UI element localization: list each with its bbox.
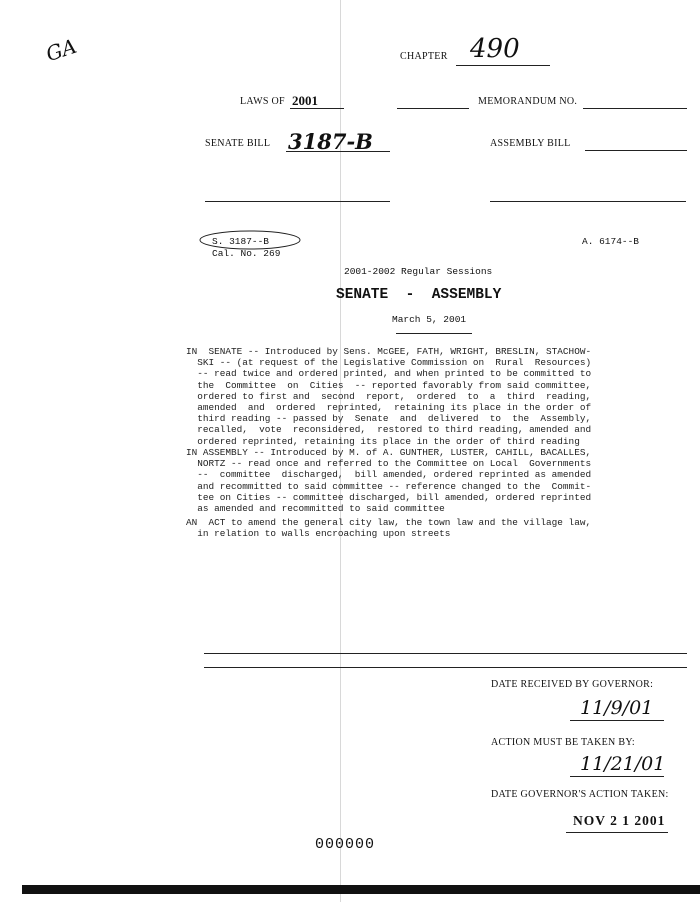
assembly-line: as amended and recommitted to said committee	[186, 503, 445, 515]
blank-line-right	[490, 201, 686, 202]
blank-line-left	[205, 201, 390, 202]
chapter-label: CHAPTER	[400, 51, 448, 62]
action-must-label: ACTION MUST BE TAKEN BY:	[491, 737, 636, 748]
laws-of-label: LAWS OF	[240, 96, 285, 107]
separator-line-1	[204, 653, 687, 654]
laws-of-value: 2001	[292, 93, 318, 108]
separator-line-2	[204, 667, 687, 668]
senate-bill-value: 3187-B	[288, 129, 373, 154]
assembly-line: IN ASSEMBLY -- Introduced by M. of A. GUNTHER, LUSTER, CAHILL, BACALLES,	[186, 447, 592, 458]
action-taken-stamp: NOV 2 1 2001	[573, 813, 666, 828]
action-taken-underline	[566, 832, 668, 833]
senate-line: -- read twice and ordered printed, and when printed to be committed to	[186, 368, 592, 380]
assembly-line: and recommitted to said committee -- reference changed to the Commit-	[186, 480, 592, 492]
senate-line: SKI -- (at request of the Legislative Commission on Rural Resources)	[186, 357, 592, 369]
corner-handwritten-mark: GA	[43, 33, 80, 67]
date-received-label: DATE RECEIVED BY GOVERNOR:	[491, 679, 654, 690]
senate-line: recalled, vote reconsidered, restored to third reading, amended and	[186, 424, 592, 436]
memorandum-underline	[583, 108, 687, 109]
action-taken-label: DATE GOVERNOR'S ACTION TAKEN:	[491, 789, 669, 800]
action-must-underline	[570, 776, 664, 777]
assembly-line: tee on Cities -- committee discharged, bill amended, ordered reprinted	[186, 491, 592, 503]
date-received-underline	[570, 720, 664, 721]
senate-bill-label: SENATE BILL	[205, 138, 271, 149]
senate-bill-underline	[286, 151, 390, 152]
assembly-line: NORTZ -- read once and referred to the Committee on Local Governments	[186, 458, 592, 470]
act-line: in relation to walls encroaching upon streets	[186, 528, 451, 540]
senate-line: third reading -- passed by Senate and delivered to the Assembly,	[186, 413, 592, 425]
senate-line: ordered to first and second report, ordered to a third reading,	[186, 390, 592, 402]
senate-line: IN SENATE -- Introduced by Sens. McGEE, FATH, WRIGHT, BRESLIN, STACHOW-	[186, 346, 592, 357]
senate-assembly-heading: SENATE - ASSEMBLY	[336, 287, 502, 303]
page-number: 000000	[315, 836, 376, 853]
senate-paragraph	[186, 346, 591, 447]
act-paragraph	[186, 517, 591, 539]
session-text: 2001-2002 Regular Sessions	[344, 266, 493, 277]
senate-line: the Committee on Cities -- reported favorably from said committee,	[186, 379, 592, 391]
date-underline	[396, 333, 472, 334]
cal-no: Cal. No. 269	[212, 248, 281, 259]
act-line: AN ACT to amend the general city law, the town law and the village law,	[186, 517, 592, 528]
scan-edge-bar	[22, 885, 700, 894]
assembly-paragraph	[186, 447, 591, 514]
assembly-bill-underline	[585, 150, 687, 151]
assembly-bill-ref: A. 6174--B	[582, 236, 640, 247]
assembly-line: -- committee discharged, bill amended, ordered reprinted as amended	[186, 469, 592, 481]
memo-blank-line	[397, 108, 469, 109]
senate-line: ordered reprinted, retaining its place in the order of third reading	[186, 435, 580, 447]
date-text: March 5, 2001	[392, 314, 467, 325]
memorandum-label: MEMORANDUM NO.	[478, 96, 578, 107]
laws-of-underline	[290, 108, 344, 109]
senate-line: amended and ordered reprinted, retaining its place in the order of	[186, 402, 592, 414]
chapter-value: 490	[470, 34, 520, 64]
date-received-value: 11/9/01	[580, 697, 654, 719]
action-must-value: 11/21/01	[580, 753, 666, 775]
chapter-underline	[456, 65, 550, 66]
assembly-bill-label: ASSEMBLY BILL	[490, 138, 571, 149]
senate-bill-ref: S. 3187--B	[212, 236, 270, 247]
